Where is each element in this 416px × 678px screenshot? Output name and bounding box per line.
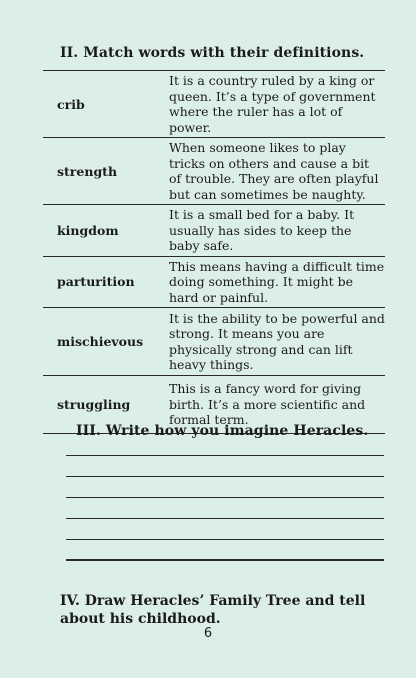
section-3-heading: III. Write how you imagine Heracles. [76,423,369,439]
match-definition: It is a small bed for a baby. It usually has sides to keep the baby safe. [163,205,385,257]
match-definition: When someone likes to play tricks on others and cause a bit of trouble. They are often playful but can sometimes be naughty. [163,138,385,205]
match-row [43,71,385,138]
match-word: struggling [43,376,163,434]
match-word: kingdom [43,205,163,257]
match-definition: It is a country ruled by a king or queen. It’s a type of government where the ruler has a lot of power. [163,71,385,138]
match-definition: It is the ability to be powerful and strong. It means you are physically strong and can lift heavy things. [163,308,385,376]
writing-line[interactable] [66,539,384,540]
writing-line[interactable] [66,518,384,519]
match-definition: This means having a difficult time doing something. It might be hard or painful. [163,256,385,308]
match-row [43,205,385,257]
match-row [43,256,385,308]
match-word: strength [43,138,163,205]
match-word: parturition [43,256,163,308]
writing-line[interactable] [66,497,384,498]
section-4-heading: IV. Draw Heracles’ Family Tree and tell about his childhood. [60,593,366,627]
section-2-heading: II. Match words with their definitions. [60,45,365,61]
writing-line[interactable] [66,476,384,477]
match-word: crib [43,71,163,138]
match-row [43,308,385,376]
match-row [43,138,385,205]
writing-lines [66,455,384,580]
matching-table [43,70,385,434]
writing-line[interactable] [66,559,384,560]
match-word: mischievous [43,308,163,376]
page-number: 6 [203,626,213,641]
match-definition: This is a fancy word for giving birth. It’s a more scientific and formal term. [163,376,385,434]
writing-line[interactable] [66,455,384,456]
